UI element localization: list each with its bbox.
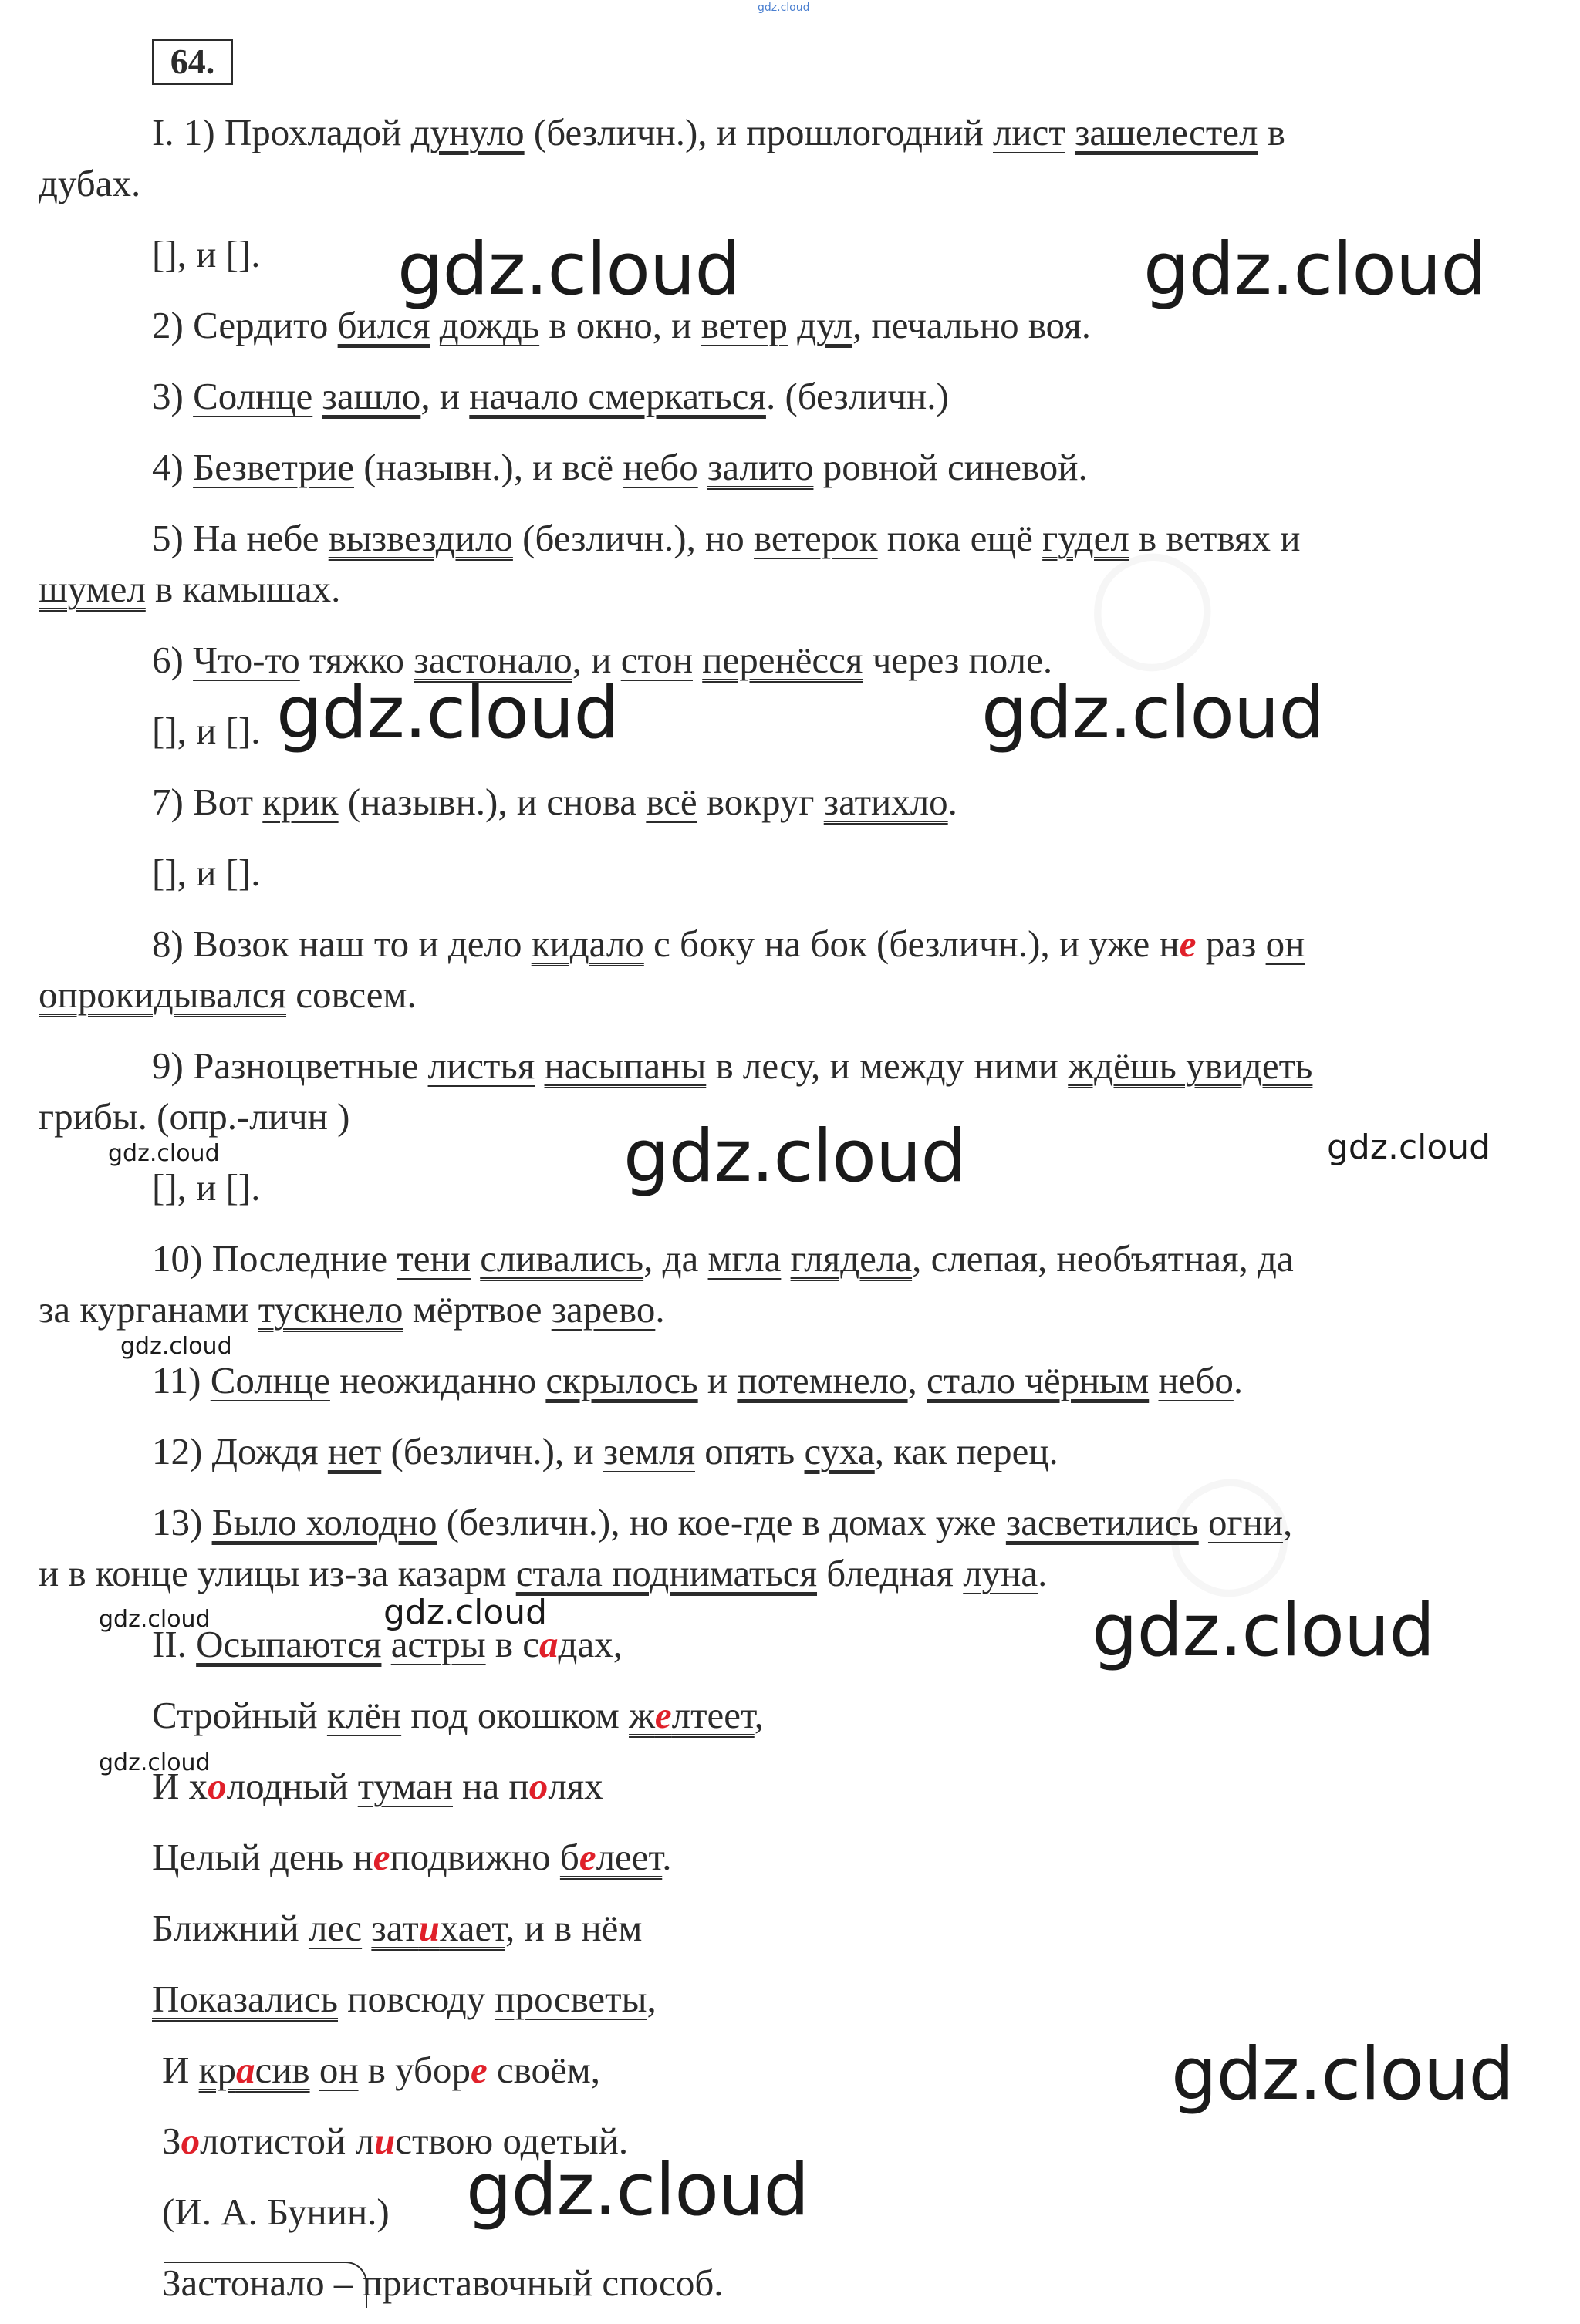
watermark: gdz.cloud — [99, 1749, 211, 1776]
watermark: gdz.cloud — [981, 671, 1325, 755]
poem-line-1: II. Осыпаются астры в садах, — [152, 1623, 623, 1665]
morphemic-analysis: Застонало – приставочный способ. — [162, 2262, 724, 2304]
watermark: gdz.cloud — [99, 1606, 211, 1633]
watermark: gdz.cloud — [1327, 1128, 1491, 1167]
sentence-8-line-2: опрокидывался совсем. — [39, 973, 417, 1016]
watermark: gdz.cloud — [120, 1333, 232, 1360]
poem-author: (И. А. Бунин.) — [162, 2191, 390, 2233]
poem-line-2: Стройный клён под окошком желтеет, — [152, 1694, 765, 1736]
watermark: gdz.cloud — [1171, 2032, 1514, 2117]
sentence-8-line-1: 8) Возок наш то и дело кидало с боку на бок (безличн.), и уже не раз он — [152, 923, 1305, 965]
prefix-mark — [164, 2262, 367, 2308]
sentence-7: 7) Вот крик (назывн.), и снова всё вокруг затихло. — [152, 781, 957, 823]
scheme-9: [], и []. — [152, 1166, 261, 1209]
watermark: gdz.cloud — [276, 671, 620, 755]
poem-line-4: Целый день неподвижно белеет. — [152, 1836, 672, 1878]
poem-line-5: Ближний лес затихает, и в нём — [152, 1907, 643, 1949]
sentence-1-line-1: I. 1) Прохладой дунуло (безличн.), и прошлогодний лист зашелестел в — [152, 111, 1285, 153]
scheme-6: [], и []. — [152, 710, 261, 752]
sentence-6: 6) Что-то тяжко застонало, и стон перенёсся через поле. — [152, 639, 1053, 681]
sentence-5-line-1: 5) На небе вызвездило (безличн.), но ветерок пока ещё гудел в ветвях и — [152, 517, 1301, 559]
sentence-1-line-2: дубах. — [39, 162, 141, 204]
sentence-13-line-1: 13) Было холодно (безличн.), но кое-где в домах уже засветились огни, — [152, 1501, 1293, 1543]
watermark: gdz.cloud — [623, 1115, 967, 1199]
sentence-13-line-2: и в конце улицы из-за казарм стала подниматься бледная луна. — [39, 1552, 1048, 1594]
poem-line-8: Золотистой листвою одетый. — [162, 2120, 629, 2162]
watermark: gdz.cloud — [466, 2148, 809, 2232]
sentence-12: 12) Дождя нет (безличн.), и земля опять суха, как перец. — [152, 1430, 1058, 1472]
scheme-7: [], и []. — [152, 852, 261, 894]
poem-line-6: Показались повсюду просветы, — [152, 1978, 657, 2020]
sentence-10-line-2: за курганами тускнело мёртвое зарево. — [39, 1288, 665, 1331]
sentence-3: 3) Солнце зашло, и начало смеркаться. (безличн.) — [152, 375, 949, 417]
scheme-1: [], и []. — [152, 233, 261, 275]
poem-line-3: И холодный туман на полях — [152, 1765, 603, 1807]
watermark: gdz.cloud — [383, 1593, 548, 1632]
sentence-10-line-1: 10) Последние тени сливались, да мгла глядела, слепая, необъятная, да — [152, 1237, 1294, 1280]
sentence-9-line-1: 9) Разноцветные листья насыпаны в лесу, и между ними ждёшь увидеть — [152, 1044, 1313, 1087]
sentence-11: 11) Солнце неожиданно скрылось и потемнело, стало чёрным небо. — [152, 1359, 1244, 1401]
sentence-4: 4) Безветрие (назывн.), и всё небо залито ровной синевой. — [152, 446, 1088, 488]
watermark: gdz.cloud — [397, 228, 741, 312]
sentence-5-line-2: шумел в камышах. — [39, 568, 341, 610]
sentence-9-line-2: грибы. (опр.-личн ) — [39, 1095, 350, 1138]
watermark: gdz.cloud — [1143, 228, 1487, 312]
sentence-2: 2) Сердито бился дождь в окно, и ветер дул, печально воя. — [152, 304, 1092, 346]
exercise-number: 64. — [152, 39, 233, 85]
watermark: gdz.cloud — [108, 1140, 220, 1167]
top-watermark: gdz.cloud — [758, 2, 810, 14]
poem-line-7: И красив он в уборе своём, — [162, 2049, 601, 2091]
watermark: gdz.cloud — [1092, 1589, 1435, 1673]
